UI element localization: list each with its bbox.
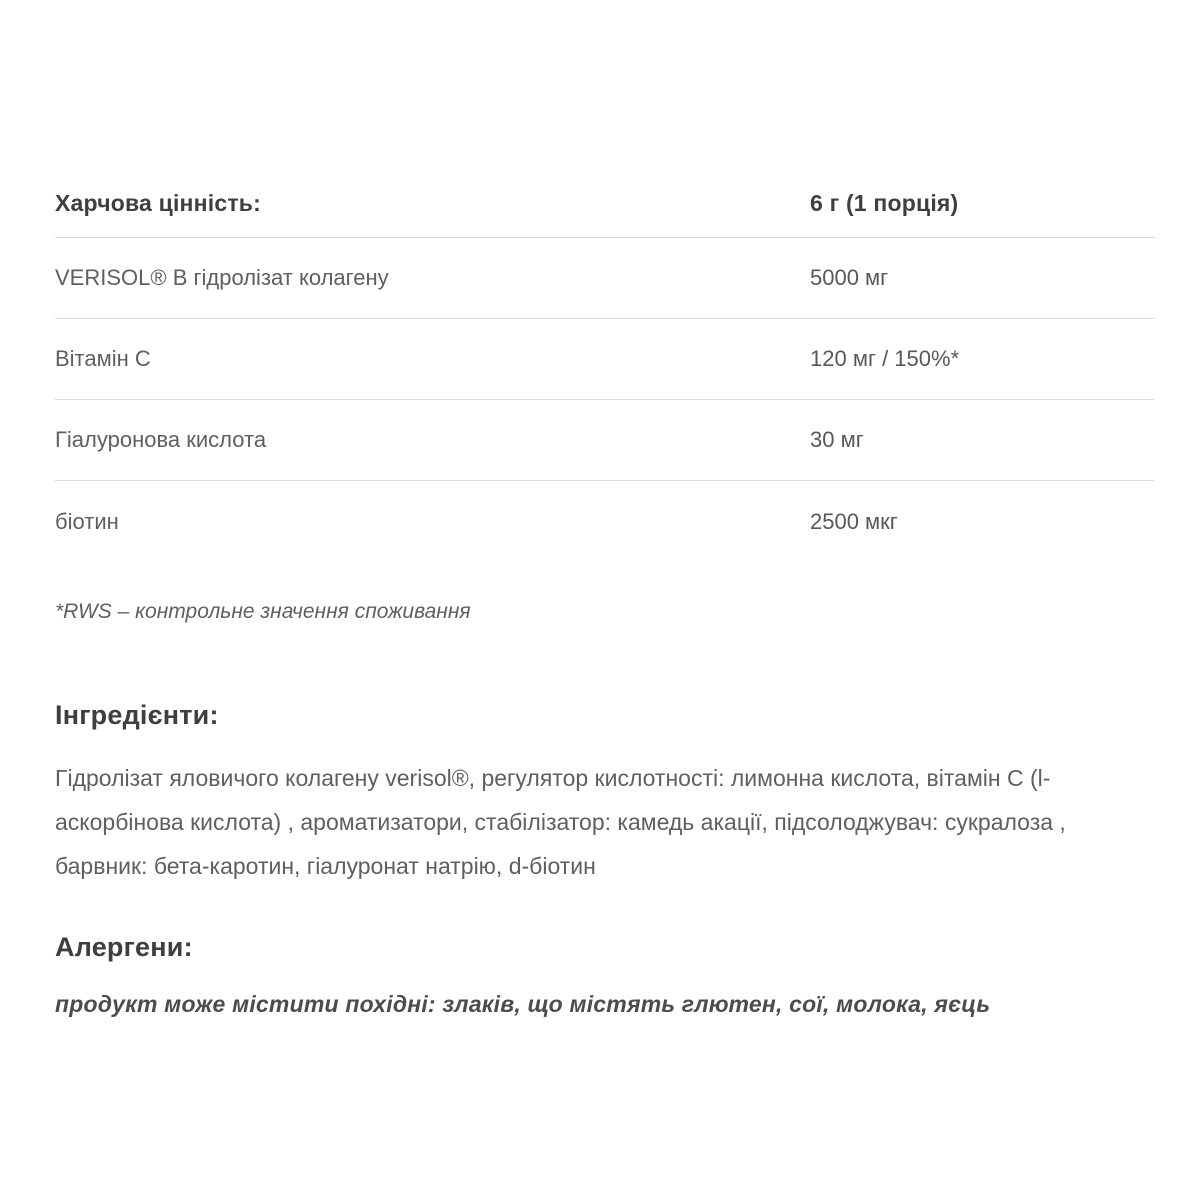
table-row xyxy=(55,319,1155,400)
row-value-collagen: 5000 мг xyxy=(810,265,889,290)
table-row xyxy=(55,238,1155,319)
rws-footnote: *RWS – контрольне значення споживання xyxy=(55,600,471,623)
row-label-biotin: біотин xyxy=(55,508,119,534)
allergens-heading: Алергени: xyxy=(55,932,193,962)
row-value-vitamin-c: 120 мг / 150%* xyxy=(810,346,960,371)
nutrition-table xyxy=(55,190,1155,562)
row-label-collagen: VERISOL® В гідролізат колагену xyxy=(55,265,389,290)
ingredients-text: Гідролізат яловичого колагену verisol®, регулятор кислотності: лимонна кислота, вітамін C (l-аскорбінова кислота) , ароматизатори, стабілізатор: камедь акації, підсолоджувач: сукралоза , барвник: бета-каротин, гіалуронат натрію, d-біотин xyxy=(55,765,1066,879)
row-value-hyaluronic-acid: 30 мг xyxy=(810,427,864,452)
table-row xyxy=(55,400,1155,481)
row-label-hyaluronic-acid: Гіалуронова кислота xyxy=(55,427,267,452)
nutrition-table-header-row xyxy=(55,190,1155,238)
serving-size-value: 6 г (1 порція) xyxy=(810,190,959,216)
row-label-vitamin-c: Вітамін C xyxy=(55,346,151,371)
allergens-text: продукт може містити похідні: злаків, що містять глютен, сої, молока, яєць xyxy=(55,991,991,1017)
ingredients-heading: Інгредієнти: xyxy=(55,700,219,730)
table-row xyxy=(55,481,1155,562)
nutrition-table-title: Харчова цінність: xyxy=(55,190,261,216)
row-value-biotin: 2500 мкг xyxy=(810,508,898,534)
